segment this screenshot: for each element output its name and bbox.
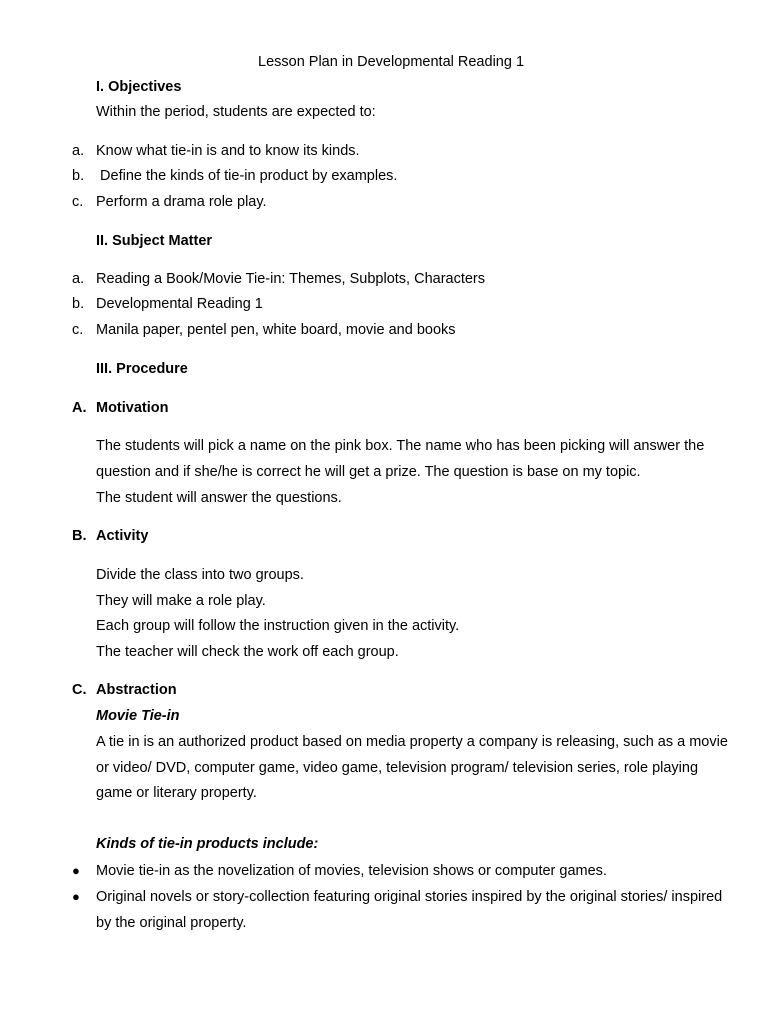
kinds-bullet-item-continued: by the original property. (96, 915, 247, 931)
motivation-line: question and if she/he is correct he will get a prize. The question is base on my topic. (96, 464, 641, 480)
motivation-heading: Motivation (96, 400, 169, 416)
objective-item-c: Perform a drama role play. (96, 194, 267, 210)
activity-line: They will make a role play. (96, 593, 266, 609)
objective-marker-c: c. (72, 194, 84, 210)
kinds-heading: Kinds of tie-in products include: (96, 836, 319, 852)
procedure-heading: III. Procedure (96, 361, 188, 377)
subject-marker-b: b. (72, 296, 85, 312)
objective-item-b: Define the kinds of tie-in product by examples. (96, 168, 398, 184)
abstraction-line: game or literary property. (96, 785, 257, 801)
objective-marker-b: b. (72, 168, 85, 184)
objectives-heading: I. Objectives (96, 79, 182, 95)
motivation-marker: A. (72, 400, 87, 416)
motivation-line: The student will answer the questions. (96, 490, 342, 506)
kinds-bullet-item: Movie tie-in as the novelization of movies, television shows or computer games. (96, 863, 607, 879)
kinds-bullet-item: Original novels or story-collection featuring original stories inspired by the original stories/ inspired (96, 889, 723, 905)
subject-item-c: Manila paper, pentel pen, white board, movie and books (96, 322, 456, 338)
movie-tie-in-subheading: Movie Tie-in (96, 708, 180, 724)
abstraction-heading: Abstraction (96, 682, 177, 698)
abstraction-marker: C. (72, 682, 87, 698)
activity-heading: Activity (96, 528, 149, 544)
motivation-line: The students will pick a name on the pink box. The name who has been picking will answer the (96, 438, 705, 454)
activity-line: Divide the class into two groups. (96, 567, 304, 583)
objectives-intro: Within the period, students are expected to: (96, 104, 376, 120)
objective-item-a: Know what tie-in is and to know its kinds. (96, 143, 360, 159)
bullet-icon: ● (72, 889, 80, 904)
subject-matter-heading: II. Subject Matter (96, 233, 213, 249)
document-title: Lesson Plan in Developmental Reading 1 (258, 54, 525, 70)
subject-marker-a: a. (72, 271, 85, 287)
abstraction-line: A tie in is an authorized product based on media property a company is releasing, such as a movie (96, 734, 728, 750)
bullet-icon: ● (72, 863, 80, 878)
abstraction-line: or video/ DVD, computer game, video game, television program/ television series, role playing (96, 760, 699, 776)
subject-item-a: Reading a Book/Movie Tie-in: Themes, Subplots, Characters (96, 271, 486, 287)
subject-item-b: Developmental Reading 1 (96, 296, 263, 312)
activity-marker: B. (72, 528, 87, 544)
activity-line: The teacher will check the work off each group. (96, 644, 399, 660)
objective-marker-a: a. (72, 143, 85, 159)
activity-line: Each group will follow the instruction given in the activity. (96, 618, 460, 634)
subject-marker-c: c. (72, 322, 84, 338)
